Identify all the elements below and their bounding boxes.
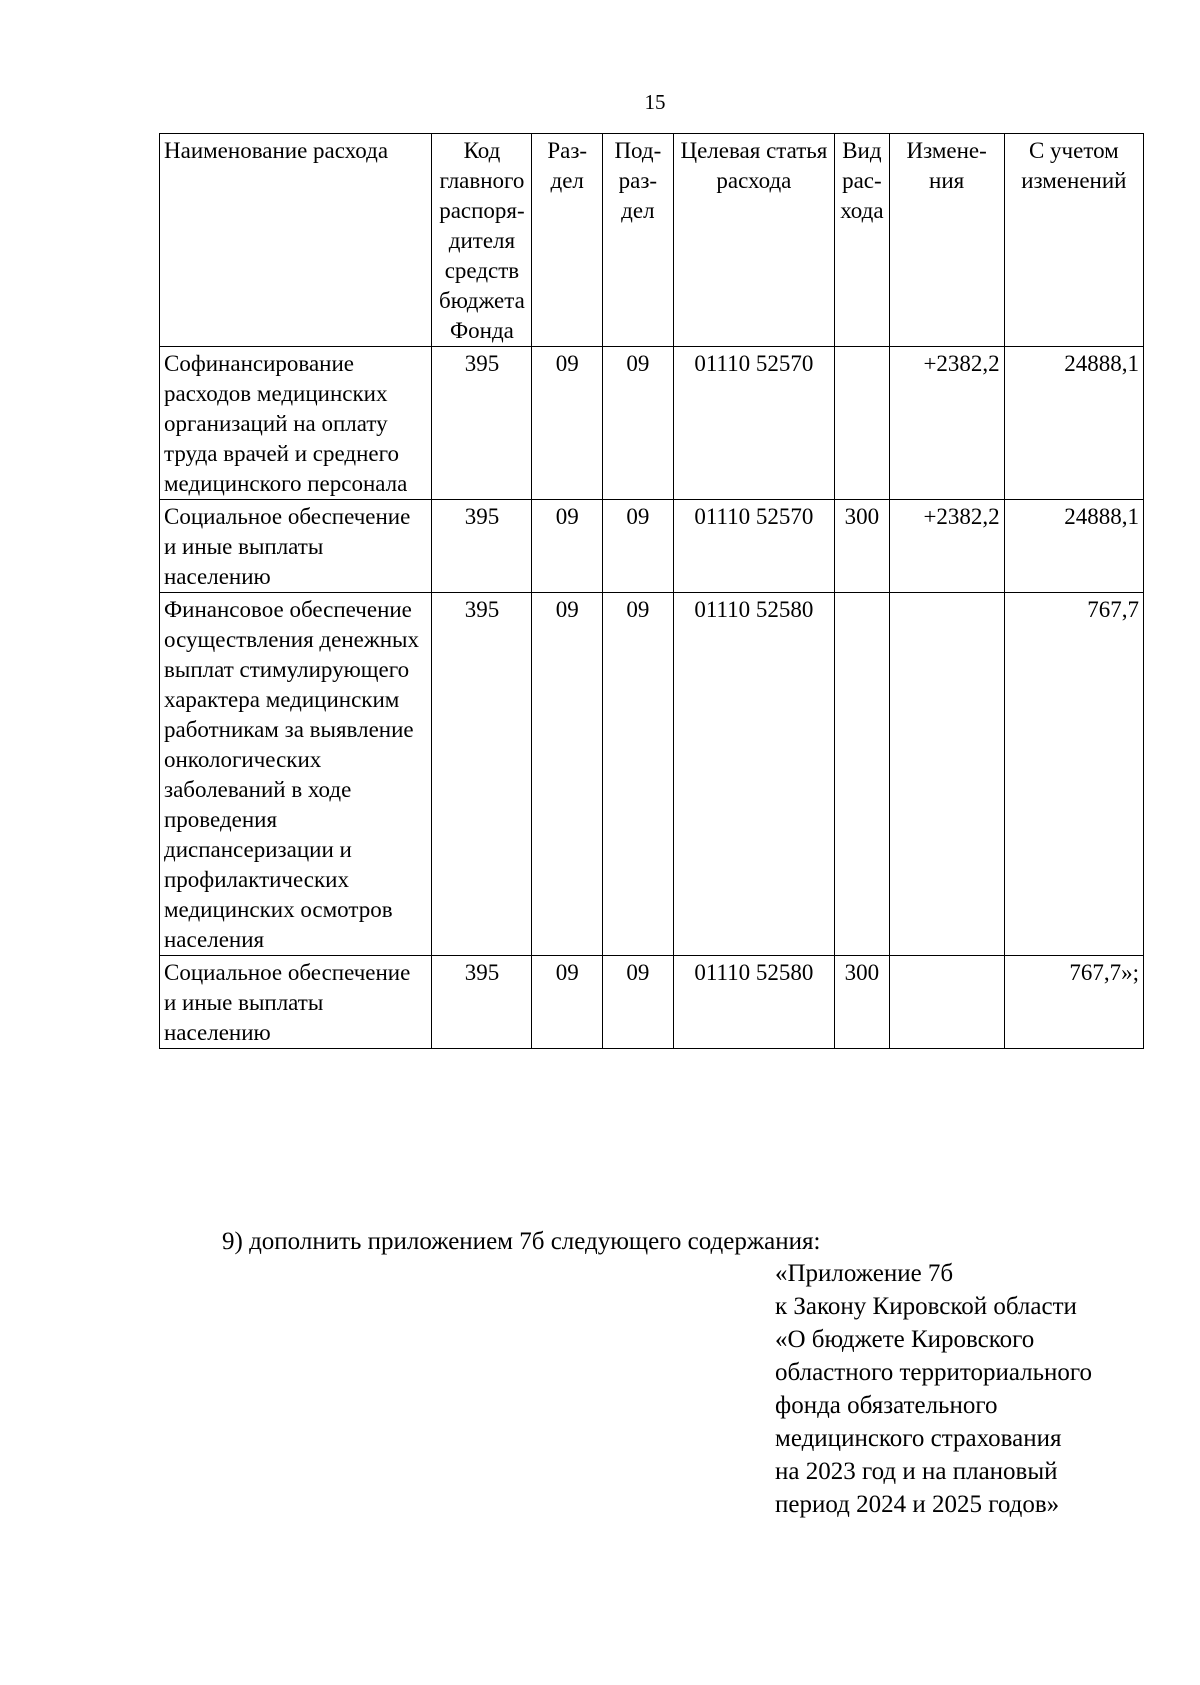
cell-total: 767,7 [1004, 593, 1143, 956]
cell-type [835, 593, 889, 956]
header-code: Код главного распоря-дителя средств бюджета Фонда [432, 134, 532, 347]
table-row [160, 347, 1144, 500]
appendix-line: областного территориального [775, 1359, 1093, 1386]
cell-target: 01110 52570 [673, 347, 834, 500]
appendix-line: на 2023 год и на плановый [775, 1458, 1058, 1485]
cell-change: +2382,2 [889, 347, 1004, 500]
header-total: С учетом изменений [1004, 134, 1143, 347]
cell-type [835, 347, 889, 500]
table-row [160, 500, 1144, 593]
header-section: Раз-дел [532, 134, 603, 347]
cell-name: Социальное обеспечение и иные выплаты населению [160, 500, 432, 593]
cell-target: 01110 52580 [673, 956, 834, 1049]
cell-total: 24888,1 [1004, 347, 1143, 500]
header-subsection: Под-раз-дел [603, 134, 674, 347]
table-row [160, 593, 1144, 956]
cell-subsection: 09 [603, 500, 674, 593]
cell-section: 09 [532, 347, 603, 500]
budget-table [159, 133, 1144, 1049]
cell-subsection: 09 [603, 956, 674, 1049]
appendix-heading-block [775, 1257, 1092, 1521]
header-type: Вид рас-хода [835, 134, 889, 347]
cell-section: 09 [532, 500, 603, 593]
header-name: Наименование расхода [160, 134, 432, 347]
cell-change [889, 593, 1004, 956]
appendix-line: фонда обязательного [775, 1392, 998, 1419]
cell-total: 24888,1 [1004, 500, 1143, 593]
appendix-line: «Приложение 7б [775, 1260, 954, 1287]
header-change: Измене-ния [889, 134, 1004, 347]
table-row [160, 956, 1144, 1049]
table-header-row [160, 134, 1144, 347]
page-number: 15 [644, 90, 666, 114]
cell-section: 09 [532, 956, 603, 1049]
cell-type: 300 [835, 956, 889, 1049]
cell-subsection: 09 [603, 593, 674, 956]
appendix-line: «О бюджете Кировского [775, 1326, 1035, 1353]
cell-name: Социальное обеспечение и иные выплаты населению [160, 956, 432, 1049]
amendment-item-text: 9) дополнить приложением 7б следующего содержания: [222, 1228, 821, 1255]
header-target: Целевая статья расхода [673, 134, 834, 347]
cell-subsection: 09 [603, 347, 674, 500]
cell-code: 395 [432, 500, 532, 593]
cell-change [889, 956, 1004, 1049]
cell-code: 395 [432, 956, 532, 1049]
cell-target: 01110 52580 [673, 593, 834, 956]
cell-section: 09 [532, 593, 603, 956]
appendix-line: к Закону Кировской области [775, 1293, 1077, 1320]
cell-type: 300 [835, 500, 889, 593]
cell-name: Финансовое обеспечение осуществления денежных выплат стимулирующего характера медицинским работникам за выявление онкологических заболеваний в ходе проведения диспансеризации и профилактических медицинских осмотров населения [160, 593, 432, 956]
cell-code: 395 [432, 347, 532, 500]
cell-name: Софинансирование расходов медицинских организаций на оплату труда врачей и среднего медицинского персонала [160, 347, 432, 500]
cell-code: 395 [432, 593, 532, 956]
appendix-line: медицинского страхования [775, 1425, 1062, 1452]
cell-target: 01110 52570 [673, 500, 834, 593]
cell-total: 767,7»; [1004, 956, 1143, 1049]
cell-change: +2382,2 [889, 500, 1004, 593]
appendix-line: период 2024 и 2025 годов» [775, 1491, 1060, 1518]
